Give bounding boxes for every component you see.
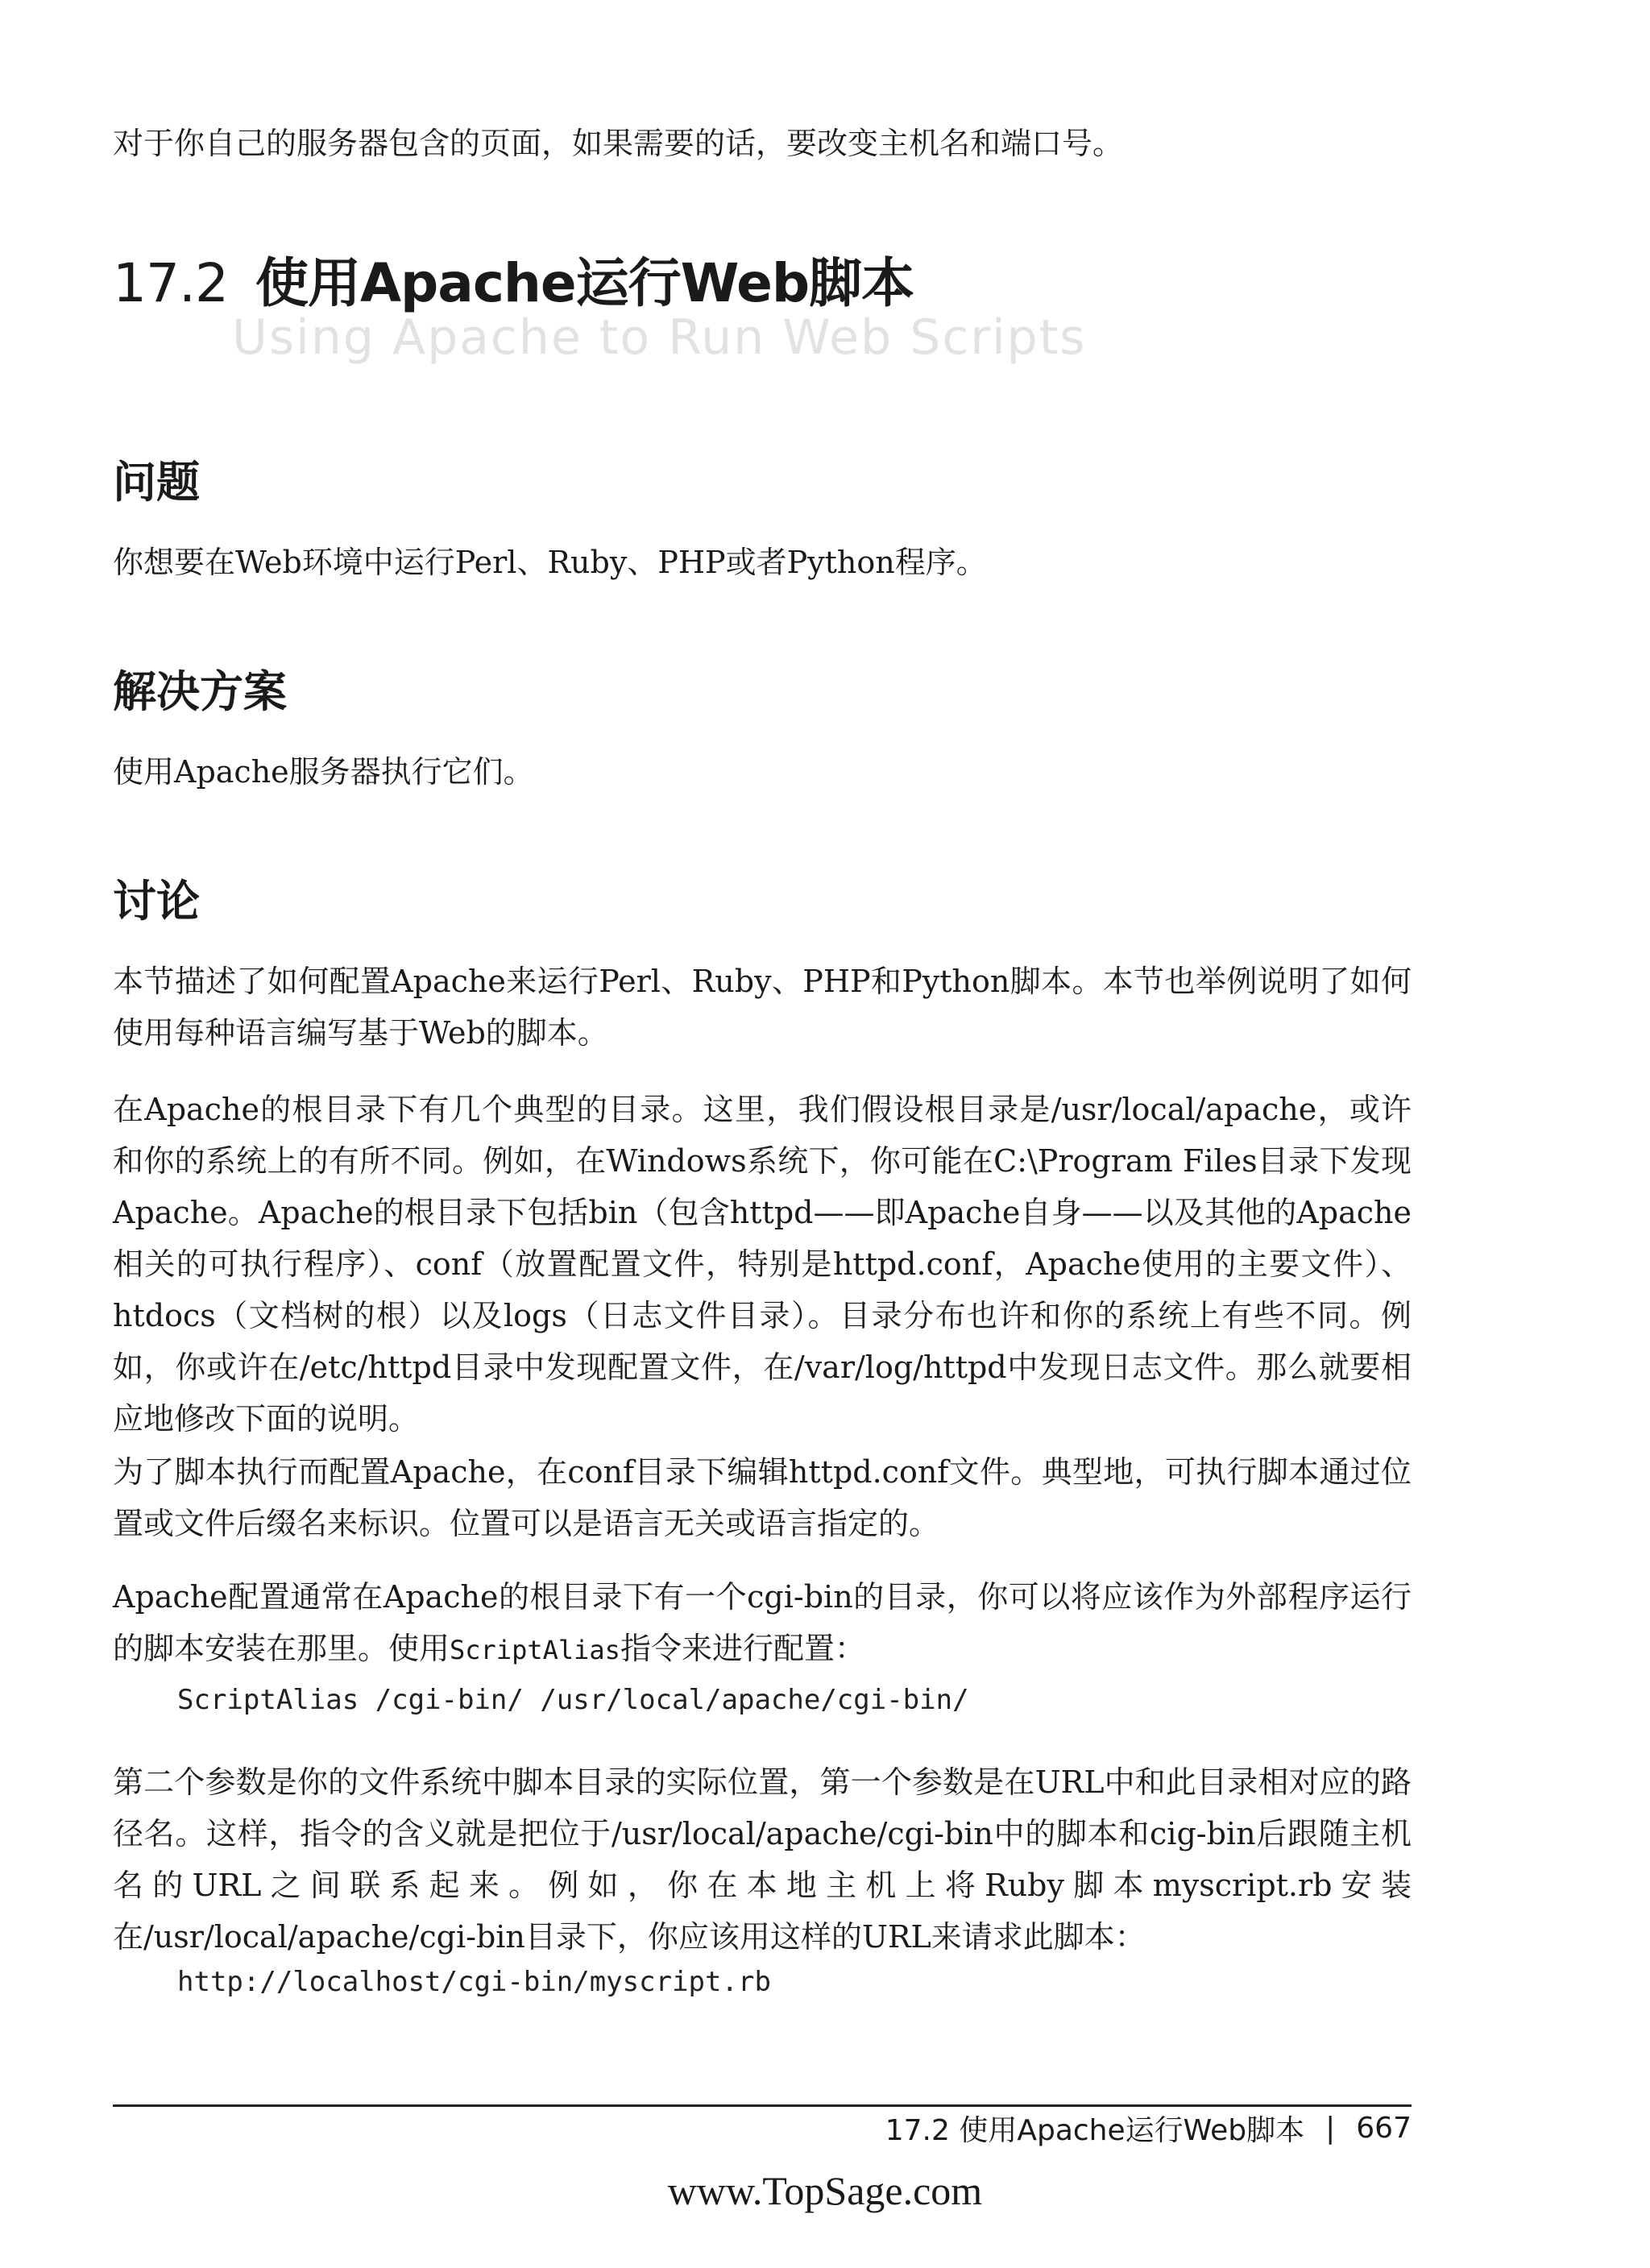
code-url: http://localhost/cgi-bin/myscript.rb — [177, 1966, 771, 1998]
problem-text: 你想要在Web环境中运行Perl、Ruby、PHP或者Python程序。 — [113, 545, 987, 580]
intro-paragraph: 对于你自己的服务器包含的页面，如果需要的话，要改变主机名和端口号。 — [113, 126, 1124, 161]
solution-text: 使用Apache服务器执行它们。 — [113, 754, 534, 790]
discussion-paragraph-3: 为了脚本执行而配置Apache，在conf目录下编辑httpd.conf文件。典型地，可执行脚本通过位置或文件后缀名来标识。位置可以是语言无关或语言指定的。 — [113, 1454, 1412, 1541]
discussion-paragraph-1: 本节描述了如何配置Apache来运行Perl、Ruby、PHP和Python脚本。本节也举例说明了如何使用每种语言编写基于Web的脚本。 — [113, 964, 1412, 1051]
footer-running-title: 17.2 使用Apache运行Web脚本 — [885, 2114, 1305, 2147]
section-subtitle: Using Apache to Run Web Scripts — [232, 309, 1087, 366]
code-scriptalias: ScriptAlias /cgi-bin/ /usr/local/apache/cgi-bin/ — [177, 1684, 969, 1716]
discussion-paragraph-5: 第二个参数是你的文件系统中脚本目录的实际位置，第一个参数是在URL中和此目录相对应的路径名。这样，指令的含义就是把位于/usr/local/apache/cgi-bin中的脚本和cig-bin后跟随主机名的URL之间联系起来。例如，你在本地主机上将Ruby脚本myscript.rb安装在/usr/local/apache/cgi-bin目录下，你应该用这样的URL来请求此脚本： — [113, 1764, 1412, 1955]
inline-code-scriptalias: ScriptAlias — [450, 1635, 620, 1665]
discussion-paragraph-2: 在Apache的根目录下有几个典型的目录。这里，我们假设根目录是/usr/local/apache，或许和你的系统上的有所不同。例如，在Windows系统下，你可能在C:\Program Files目录下发现Apache。Apache的根目录下包括bin（包含httpd——即Apache自身——以及其他的Apache相关的可执行程序）、conf（放置配置文件，特别是httpd.conf，Apache使用的主要文件）、htdocs（文档树的根）以及logs（日志文件目录）。目录分布也许和你的系统上有些不同。例如，你或许在/etc/httpd目录中发现配置文件，在/var/log/httpd中发现日志文件。那么就要相应地修改下面的说明。 — [113, 1092, 1412, 1437]
section-title — [113, 240, 914, 317]
page-footer — [885, 2108, 1412, 2149]
section-number: 17.2 — [113, 252, 228, 314]
problem-heading: 问题 — [113, 457, 200, 508]
discussion-paragraph-4 — [113, 1571, 1412, 1676]
footer-rule — [113, 2104, 1412, 2107]
watermark-text: www.TopSage.com — [667, 2168, 983, 2213]
footer-separator: | — [1325, 2112, 1336, 2145]
p4-text-after: 指令来进行配置： — [620, 1631, 865, 1666]
p4-text-before: Apache配置通常在Apache的根目录下有一个cgi-bin的目录，你可以将应该作为外部程序运行的脚本安装在那里。使用 — [113, 1579, 1412, 1666]
page-number: 667 — [1356, 2112, 1412, 2145]
discussion-heading: 讨论 — [113, 876, 200, 927]
section-title-text: 使用Apache运行Web脚本 — [255, 252, 914, 314]
solution-heading: 解决方案 — [113, 666, 287, 717]
